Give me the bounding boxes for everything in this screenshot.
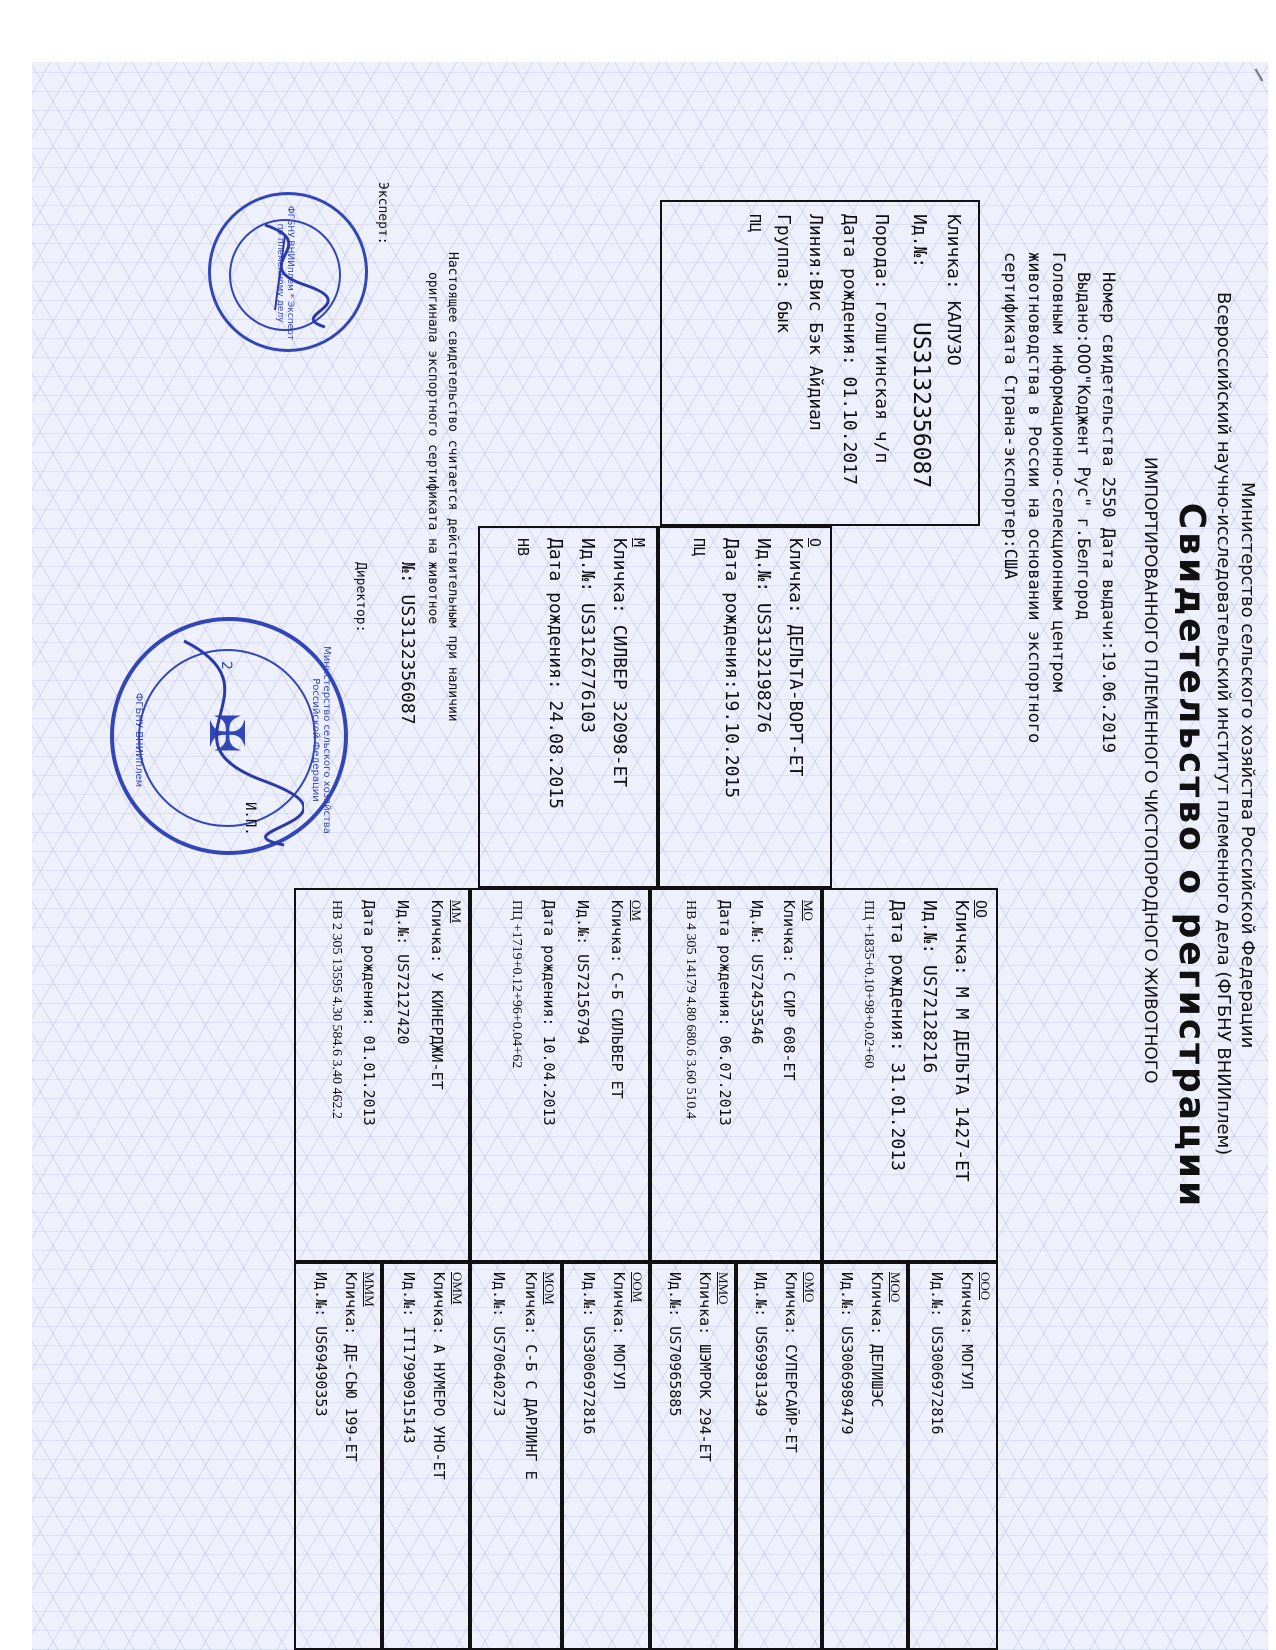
ggp-omo-box [736, 1262, 822, 1650]
institute-line: Всероссийский научно-исследовательский институт племенного дела (ФГБНУ ВНИИплем) [1213, 292, 1234, 1156]
animal-birth: Дата рождения: 01.10.2017 [839, 214, 860, 485]
oo-code: ОО [972, 900, 990, 919]
father-name: Кличка: ДЕЛЬТА-ВОРТ-ЕТ [785, 538, 806, 777]
document-subtitle: ИМПОРТИРОВАННОГО ПЛЕМЕННОГО ЧИСТОПОРОДНОГО ЖИВОТНОГО [1140, 457, 1160, 1084]
expert-stamp [208, 192, 368, 352]
father-pts: ПЦ [690, 538, 708, 557]
oo-id: Ид.№: US72128216 [919, 900, 940, 1074]
ggp-id: Ид.№: US3006972816 [928, 1272, 946, 1435]
animal-line: Линия:Вис Бэк Айдиал [805, 214, 826, 431]
ggp-name: Кличка: ДЕЛИШЭС [868, 1272, 886, 1408]
ggp-ooo-box [908, 1262, 998, 1650]
ministry-line: Министерство сельского хозяйства Российской Федерации [1237, 482, 1258, 1049]
animal-id: US3132356087 [908, 322, 934, 489]
father-birth: Дата рождения:19.10.2015 [721, 538, 742, 799]
expert-stamp-text: ФГБНУ ВНИИплем * Эксперт по племенному делу [275, 205, 295, 341]
mother-nv: НВ [514, 538, 532, 557]
ggp-mmo-box [650, 1262, 736, 1650]
animal-breed: Порода: голштинская ч/п [871, 214, 892, 464]
grandparent-oo-box [822, 888, 998, 1262]
mm-birth: Дата рождения: 01.01.2013 [360, 900, 378, 1126]
eagle-emblem-icon: ✠ [198, 713, 254, 754]
director-initials: И.П. [242, 802, 258, 836]
ggp-moo-box [822, 1262, 908, 1650]
mo-nv: НВ 4 305 14179 4.80 680.6 3.60 510.4 [683, 900, 698, 1119]
validity-line-2: оригинала экспортного сертификата на животное [425, 272, 440, 625]
validity-line-1: Настоящее свидетельство считается действительным при наличии [445, 252, 460, 722]
ggp-code: ОМО [802, 1272, 817, 1303]
oo-name: Кличка: М М ДЕЛЬТА 1427-ЕТ [951, 900, 972, 1182]
animal-pts: ПЦ [746, 214, 764, 233]
om-pts: ПЦ +1719+0.12+96+0.04+62 [509, 900, 524, 1069]
animal-name: Кличка: КАЛУЗО [943, 214, 964, 366]
ggp-mmm-box [294, 1262, 382, 1650]
grandparent-mm-box [294, 888, 470, 1262]
certificate-number-line: Номер свидетельства 2550 Дата выдачи:19.06.2019 [1098, 272, 1118, 754]
mm-id: Ид.№: US72127420 [394, 900, 412, 1045]
mo-code: МО [801, 900, 816, 921]
director-label: Директор: [353, 562, 368, 633]
mother-name: Кличка: СИЛВЕР 32098-ЕТ [609, 538, 630, 788]
oo-pts: ПЦ +1835+0.10+98+0.02+60 [861, 900, 876, 1069]
issued-to: Выдано:ООО"Коджент Рус" г.Белгород [1073, 272, 1093, 620]
ggp-name: Кличка: МОГУЛ [610, 1272, 628, 1390]
certificate-content [32, 62, 1268, 1650]
certificate-paper [32, 62, 1268, 1650]
ggp-name: Кличка: С-Б С ДАРЛИНГ Е [522, 1272, 540, 1480]
ggp-name: Кличка: ДЕ-СЬЮ 199-ЕТ [342, 1272, 360, 1462]
mo-name: Кличка: С СИР 608-ЕТ [780, 900, 798, 1081]
center-line-3: сертификата Страна-экспортер:США [1000, 252, 1020, 580]
father-id: Ид.№: US3132198276 [753, 538, 774, 734]
mo-birth: Дата рождения: 06.07.2013 [716, 900, 734, 1126]
director-stamp-number: 2 [218, 661, 234, 670]
ggp-code: ООМ [630, 1272, 645, 1303]
ggp-code: МОО [888, 1272, 903, 1303]
ggp-code: ОММ [450, 1272, 465, 1305]
mo-id: Ид.№: US72453546 [748, 900, 766, 1045]
ggp-omm-box [382, 1262, 470, 1650]
mm-code: ММ [449, 900, 464, 924]
expert-label: Эксперт: [375, 182, 390, 245]
father-code: О [806, 538, 824, 548]
mother-code: М [630, 538, 648, 548]
center-line-2: животноводства в России на основании экспортного [1024, 252, 1044, 744]
ggp-id: Ид.№: US3006989479 [838, 1272, 856, 1435]
director-stamp-mid: ФГБНУ ВНИИплем [133, 692, 144, 788]
animal-id-label: Ид.№: [909, 214, 930, 269]
footer-cert-no: №: US3132356087 [397, 562, 418, 725]
ggp-id: Ид.№: US69981349 [752, 1272, 770, 1417]
ggp-name: Кличка: МОГУЛ [958, 1272, 976, 1390]
ggp-name: Кличка: ШЭМРОК 294-ЕТ [696, 1272, 714, 1462]
animal-box [660, 200, 980, 526]
director-signature [144, 631, 304, 851]
grandparent-om-box [470, 888, 650, 1262]
ggp-id: Ид.№: IT17990915143 [400, 1272, 418, 1444]
ggp-code: МОМ [542, 1272, 557, 1305]
ggp-code: ООО [978, 1272, 993, 1301]
om-birth: Дата рождения: 10.04.2013 [540, 900, 558, 1126]
mother-id: Ид.№: US3126776103 [577, 538, 598, 734]
ggp-code: ММО [716, 1272, 731, 1305]
ggp-mom-box [470, 1262, 562, 1650]
ggp-id: Ид.№: US3006972816 [580, 1272, 598, 1435]
om-id: Ид.№: US72156794 [574, 900, 592, 1045]
ggp-id: Ид.№: US70965885 [666, 1272, 684, 1417]
center-line-1: Головным информационно-селекционным центром [1048, 252, 1068, 693]
expert-signature [225, 215, 345, 335]
mother-birth: Дата рождения: 24.08.2015 [545, 538, 566, 809]
mother-box [478, 526, 658, 888]
director-stamp-text: Министерство сельского хозяйства Российской Федерации [310, 646, 332, 834]
om-code: ОМ [629, 900, 644, 921]
ggp-id: Ид.№: US69490353 [312, 1272, 330, 1417]
animal-group: Группа: бык [773, 214, 794, 334]
oo-birth: Дата рождения: 31.01.2013 [887, 900, 908, 1171]
grandparent-mo-box [650, 888, 822, 1262]
father-box [658, 526, 832, 888]
ggp-id: Ид.№: US70640273 [490, 1272, 508, 1417]
om-name: Кличка: С-Б СИЛЬВЕР ЕТ [608, 900, 626, 1099]
document-title: Свидетельство о регистрации [1171, 502, 1212, 1210]
ggp-name: Кличка: А НУМЕРО УНО-ЕТ [430, 1272, 448, 1480]
mm-name: Кличка: У КИНЕРДЖИ-ЕТ [428, 900, 446, 1090]
ggp-code: МММ [362, 1272, 377, 1307]
mm-nv: НВ 2 305 13595 4.30 584.6 3.40 462.2 [329, 900, 344, 1119]
director-stamp [110, 617, 348, 855]
ggp-name: Кличка: СУПЕРСАЙР-ЕТ [782, 1272, 800, 1453]
ggp-oom-box [562, 1262, 650, 1650]
